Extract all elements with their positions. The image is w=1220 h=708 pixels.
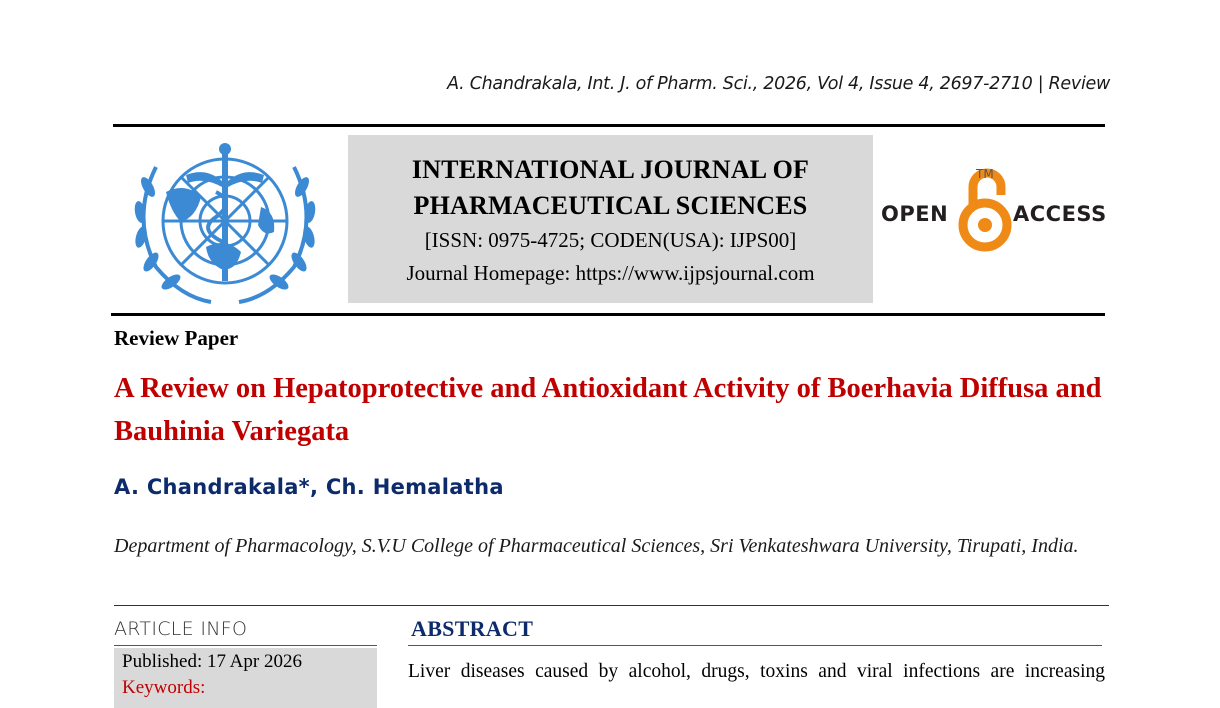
access-label: ACCESS	[1013, 202, 1107, 226]
paper-type: Review Paper	[114, 326, 239, 350]
citation-header: A. Chandrakala, Int. J. of Pharm. Sci., 2026, Vol 4, Issue 4, 2697-2710 | Review	[447, 74, 1110, 94]
author-list: A. Chandrakala*, Ch. Hemalatha	[114, 475, 504, 499]
article-info-heading: ARTICLE INFO	[114, 618, 248, 640]
author-affiliation: Department of Pharmacology, S.V.U College of Pharmaceutical Sciences, Sri Venkateshwara University, Tirupati, India.	[114, 535, 1079, 557]
section-divider	[114, 605, 1109, 606]
who-emblem-icon	[126, 137, 324, 307]
keywords-label: Keywords:	[122, 677, 206, 698]
journal-title: INTERNATIONAL JOURNAL OF PHARMACEUTICAL SCIENCES	[411, 155, 810, 220]
article-info-rule	[114, 645, 377, 646]
abstract-text: Liver diseases caused by alcohol, drugs, toxins and viral infections are increasing	[408, 661, 1105, 682]
paper-title: A Review on Hepatoprotective and Antioxidant Activity of Boerhavia Diffusa and Bauhinia Variegata	[114, 373, 1102, 447]
abstract-heading: ABSTRACT	[411, 616, 534, 641]
masthead-bottom-rule	[111, 313, 1105, 316]
open-access-logo	[880, 165, 1110, 255]
trademark-mark: TM	[976, 167, 994, 181]
journal-issn: [ISSN: 0975-4725; CODEN(USA): IJPS00]	[424, 228, 797, 252]
abstract-rule	[408, 645, 1102, 646]
article-info-box	[114, 648, 377, 708]
journal-homepage: Journal Homepage: https://www.ijpsjournal.com	[406, 261, 815, 285]
published-date: Published: 17 Apr 2026	[122, 651, 302, 672]
masthead-top-rule	[113, 124, 1105, 127]
journal-masthead	[348, 135, 873, 303]
open-label: OPEN	[881, 202, 949, 226]
